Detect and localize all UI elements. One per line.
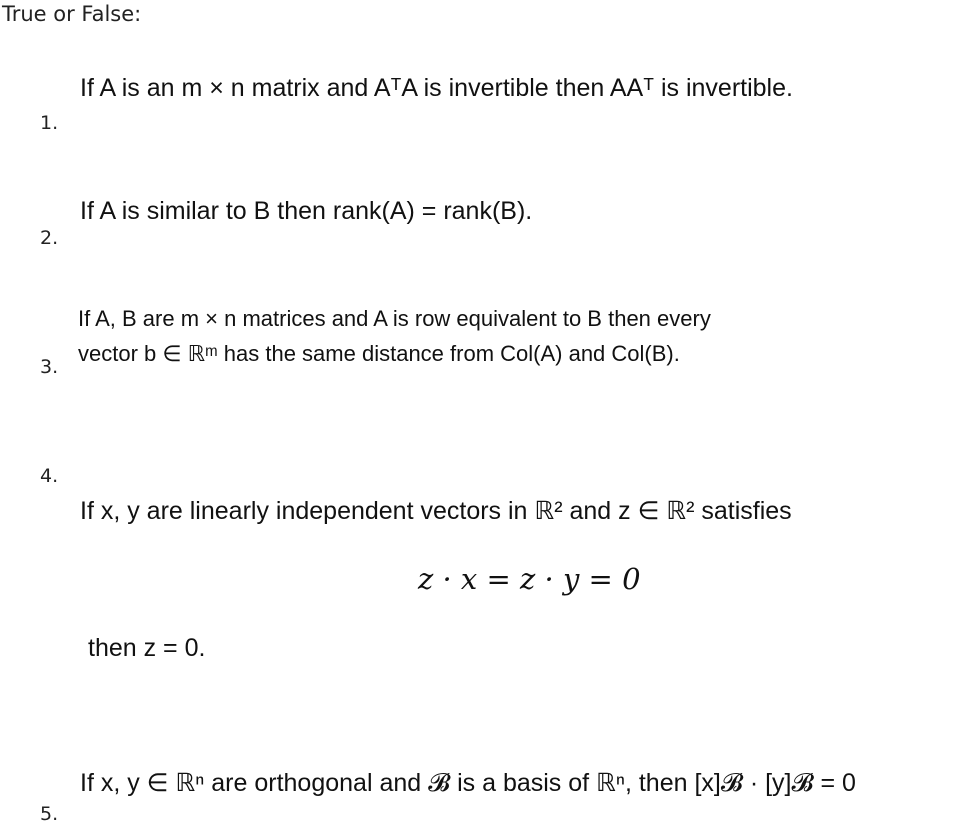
item-5-number: 5. bbox=[40, 803, 59, 825]
item-5-statement: If x, y ∈ ℝⁿ are orthogonal and 𝓑 is a basis of ℝⁿ, then [x]𝓑 · [y]𝓑 = 0 bbox=[80, 769, 856, 797]
item-4-statement-line-2: then z = 0. bbox=[88, 634, 206, 662]
page-heading: True or False: bbox=[2, 2, 142, 26]
item-1-statement: If A is an m × n matrix and AᵀA is invertible then AAᵀ is invertible. bbox=[80, 74, 793, 102]
item-2-statement: If A is similar to B then rank(A) = rank(B). bbox=[80, 197, 533, 225]
item-2-number: 2. bbox=[40, 227, 59, 249]
item-3-statement-line-1: If A, B are m × n matrices and A is row equivalent to B then every bbox=[78, 306, 711, 331]
item-4-number: 4. bbox=[40, 465, 59, 487]
item-4-equation: z · x = z · y = 0 bbox=[418, 562, 641, 596]
item-4-statement-line-1: If x, y are linearly independent vectors in ℝ² and z ∈ ℝ² satisfies bbox=[80, 497, 792, 525]
item-3-statement-line-2: vector b ∈ ℝᵐ has the same distance from Col(A) and Col(B). bbox=[78, 341, 680, 366]
item-3-number: 3. bbox=[40, 356, 59, 378]
item-1-number: 1. bbox=[40, 112, 59, 134]
